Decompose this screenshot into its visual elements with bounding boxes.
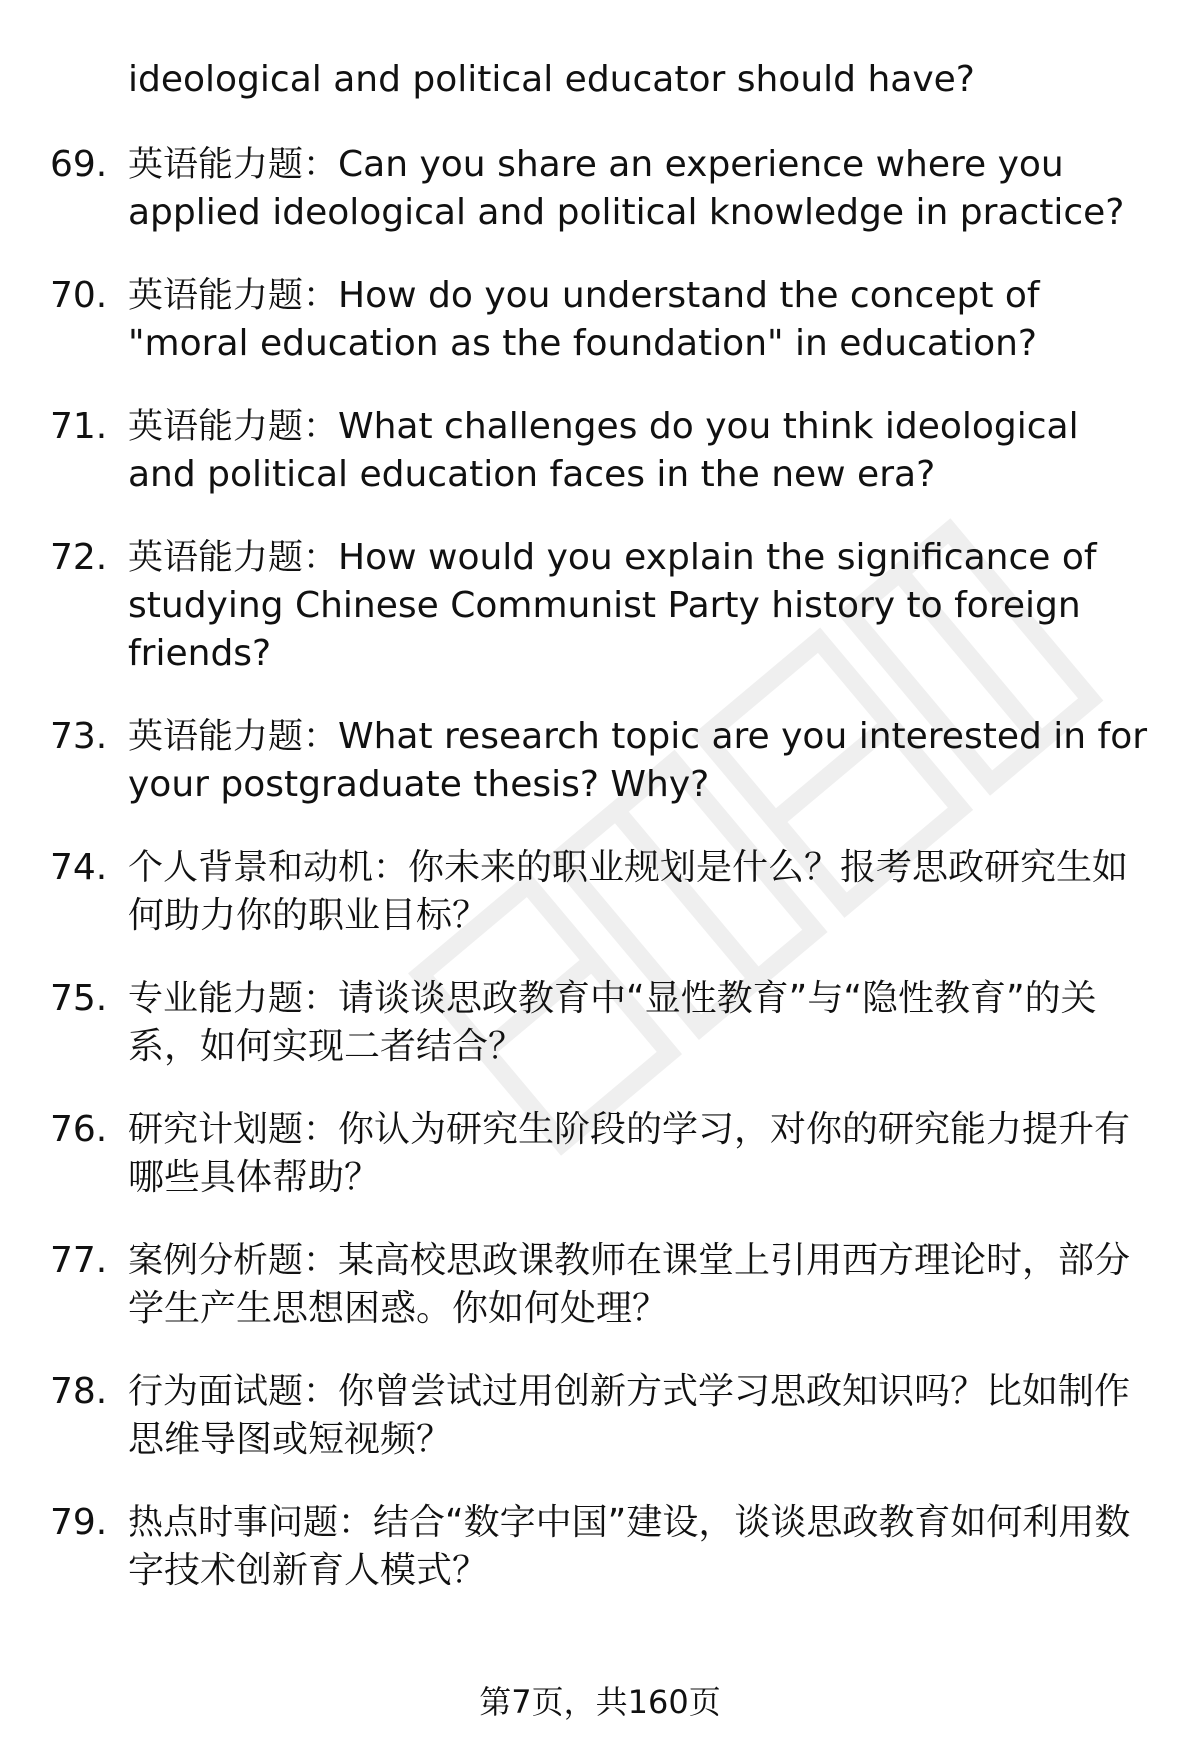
question-text: 某高校思政课教师在课堂上引用西方理论时，部分学生产生思想困惑。你如何处理？ <box>128 1240 1131 1329</box>
list-item <box>0 975 1148 1071</box>
continued-question-text: ideological and political educator should have? <box>128 59 975 100</box>
list-item <box>0 713 1148 809</box>
question-number: 71. <box>50 406 108 447</box>
question-text: What research topic are you interested in for your postgraduate thesis? Why? <box>128 716 1148 805</box>
question-category: 英语能力题： <box>128 145 339 185</box>
list-item <box>0 403 1148 499</box>
list-item <box>0 1106 1148 1202</box>
question-category: 行为面试题： <box>128 1372 339 1412</box>
list-item <box>0 844 1148 940</box>
question-category: 案例分析题： <box>128 1241 339 1281</box>
question-text: 你曾尝试过用创新方式学习思政知识吗？比如制作思维导图或短视频？ <box>128 1371 1131 1460</box>
question-number: 78. <box>50 1371 108 1412</box>
question-number: 75. <box>50 978 108 1019</box>
question-text: How do you understand the concept of "moral education as the foundation" in education? <box>128 275 1040 364</box>
question-text: What challenges do you think ideological and political education faces in the new era? <box>128 406 1079 495</box>
question-number: 73. <box>50 716 108 757</box>
question-text: 结合“数字中国”建设，谈谈思政教育如何利用数字技术创新育人模式？ <box>128 1502 1131 1591</box>
list-item <box>0 534 1148 678</box>
page-footer: 第7页，共160页 <box>479 1683 721 1721</box>
question-text: Can you share an experience where you applied ideological and political knowledge in practice? <box>128 144 1125 233</box>
question-category: 英语能力题： <box>128 717 339 757</box>
list-item <box>0 272 1148 368</box>
question-list <box>0 141 1200 1630</box>
question-category: 英语能力题： <box>128 276 339 316</box>
question-category: 英语能力题： <box>128 538 339 578</box>
list-item <box>0 1499 1148 1595</box>
list-item <box>0 1237 1148 1333</box>
question-number: 77. <box>50 1240 108 1281</box>
question-text: 你未来的职业规划是什么？报考思政研究生如何助力你的职业目标？ <box>128 847 1129 936</box>
question-number: 76. <box>50 1109 108 1150</box>
question-text: 请谈谈思政教育中“显性教育”与“隐性教育”的关系，如何实现二者结合？ <box>128 978 1097 1067</box>
question-number: 70. <box>50 275 108 316</box>
question-number: 69. <box>50 144 108 185</box>
question-number: 74. <box>50 847 108 888</box>
question-text: How would you explain the significance of studying Chinese Communist Party history to foreign friends? <box>128 537 1097 674</box>
list-item <box>0 141 1148 237</box>
question-category: 研究计划题： <box>128 1110 339 1150</box>
question-category: 英语能力题： <box>128 407 339 447</box>
question-category: 热点时事问题： <box>128 1503 374 1543</box>
question-number: 72. <box>50 537 108 578</box>
question-category: 专业能力题： <box>128 979 339 1019</box>
question-category: 个人背景和动机： <box>128 848 409 888</box>
list-item <box>0 1368 1148 1464</box>
question-number: 79. <box>50 1502 108 1543</box>
question-text: 你认为研究生阶段的学习，对你的研究能力提升有哪些具体帮助？ <box>128 1109 1131 1198</box>
